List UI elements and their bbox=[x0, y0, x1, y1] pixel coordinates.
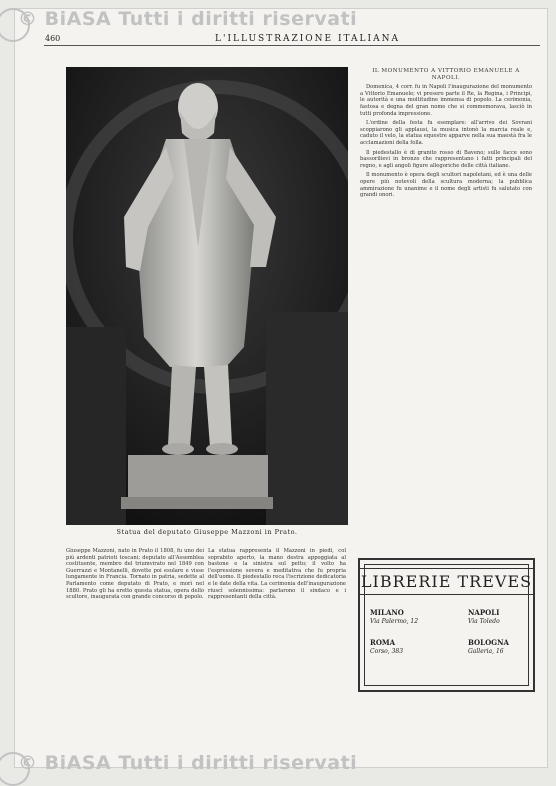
header-rule bbox=[44, 45, 540, 46]
page-title: L'ILLUSTRAZIONE ITALIANA bbox=[215, 34, 400, 44]
ad-city: NAPOLI bbox=[468, 608, 500, 617]
ad-city: BOLOGNA bbox=[468, 638, 509, 647]
ad-city: MILANO bbox=[370, 608, 404, 617]
statue-photograph bbox=[66, 67, 348, 525]
advertisement-box bbox=[358, 558, 535, 692]
paragraph: Il piedestallo è di granito rosso di Baveno; sulle facce sono bassorilievi in bronzo che rappresentano i fatti principali del regno, e agli angoli figure allegoriche delle città italiane. bbox=[360, 149, 532, 169]
paragraph: Domenica, 4 corr. fu in Napoli l'inaugurazione del monumento a Vittorio Emanuele; vi presero parte il Re, la Regina, i Principi, le autorità e una moltitudine immensa di popolo. La cerimonia, fastosa e degna del gran nome che si commemorava, lasciò in tutti profonda impressione. bbox=[360, 84, 532, 117]
statue-illustration bbox=[66, 67, 348, 525]
ad-city: ROMA bbox=[370, 638, 396, 647]
paragraph: Il monumento è opera degli scultori napoletani, ed è una delle opere più notevoli della scultura moderna; la pubblica ammirazione fu unanime e il nome degli artisti fu salutato con grandi onori. bbox=[360, 172, 532, 199]
ad-address: Corso, 383 bbox=[370, 648, 404, 655]
figure-caption: Statua del deputato Giuseppe Mazzoni in Prato. bbox=[116, 528, 298, 536]
ad-address: Via Palermo, 12 bbox=[370, 618, 419, 625]
article-heading: IL MONUMENTO A VITTORIO EMANUELE A NAPOLI. bbox=[372, 68, 520, 81]
article-bottom-middle-column: La statua rappresenta il Mazzoni in piedi, col soprabito aperto, la mano destra appoggiata al bastone e la sinistra sul petto; il volto ha l'espressione severa e meditativa che fu propria dell'uomo. Il piedestallo reca l'iscrizione dedicatoria e le date della vita. La cerimonia dell'inaugurazione riuscì solennissima: parlarono il sindaco e i rappresentanti della città. bbox=[208, 548, 346, 601]
page-number: 460 bbox=[45, 34, 61, 43]
paragraph: L'ordine della festa fu esemplare: all'arrivo dei Sovrani scoppiarono gli applausi, la musica intonò la marcia reale e, caduto il velo, la statua equestre apparve nella sua maestà fra le acclamazioni della folla. bbox=[360, 120, 532, 146]
watermark-bottom: © BiASA Tutti i diritti riservati bbox=[18, 752, 358, 774]
watermark-top: © BiASA Tutti i diritti riservati bbox=[18, 8, 358, 30]
article-right-column bbox=[360, 66, 532, 556]
advertisement-title: LIBRERIE TREVES bbox=[360, 568, 533, 595]
article-bottom-left-column: Giuseppe Mazzoni, nato in Prato il 1808, fu uno dei più ardenti patrioti toscani; deputato all'Assemblea costituente, membro del triumvirato nel 1849 con Guerrazzi e Montanelli, dovette poi esulare e visse lungamente in Francia. Tornato in patria, sedette al Parlamento come deputato di Prato, e morì nel 1880. Prato gli ha eretto questa statua, opera dello scultore, inaugurata con grande concorso di popolo. bbox=[66, 548, 204, 601]
ad-address: Galleria, 16 bbox=[468, 648, 504, 655]
ad-address: Via Toledo bbox=[468, 618, 500, 625]
